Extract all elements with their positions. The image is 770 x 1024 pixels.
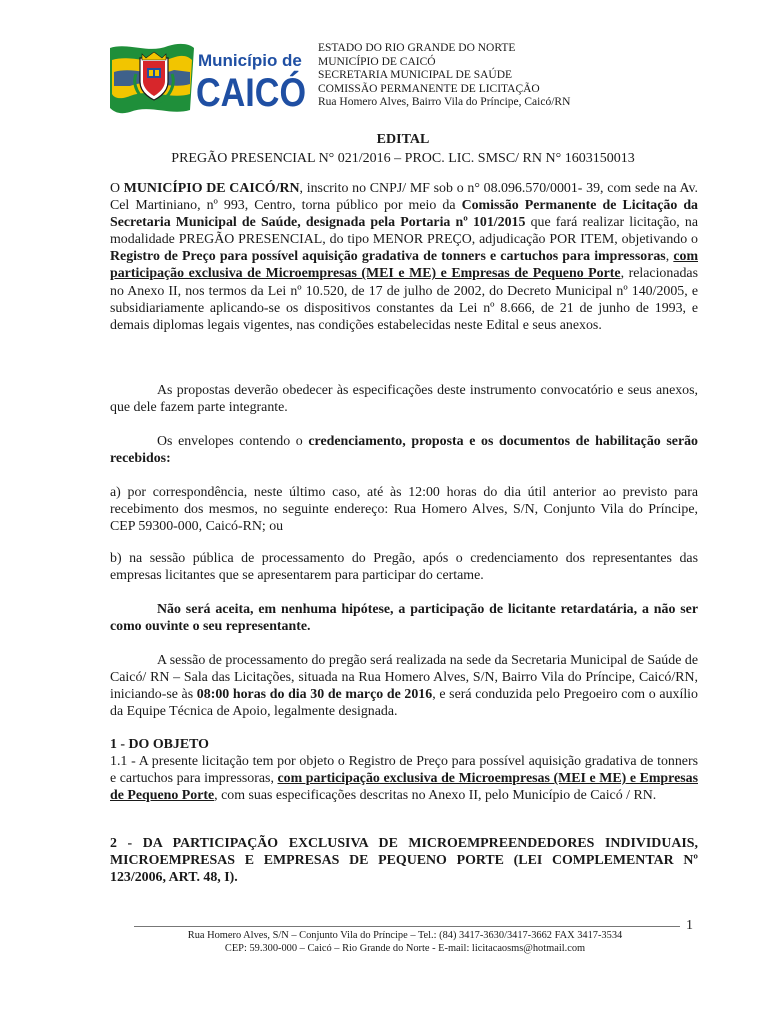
- section-2-title: 2 - DA PARTICIPAÇÃO EXCLUSIVA DE MICROEMPREENDEDORES INDIVIDUAIS, MICROEMPRESAS E EMPRESAS DE PEQUENO PORTE (LEI COMPLEMENTAR Nº 123/2006, ART. 48, I).: [110, 836, 698, 886]
- logo-text-line1: Município de: [198, 51, 302, 70]
- header-secretariat: SECRETARIA MUNICIPAL DE SAÚDE: [318, 69, 513, 82]
- institution-header: [318, 42, 570, 110]
- coat-of-arms: [135, 52, 173, 102]
- header-address: Rua Homero Alves, Bairro Vila do Príncipe, Caicó/RN: [318, 96, 571, 109]
- intro-text: O: [110, 181, 124, 196]
- intro-exclusive-participation: com participação exclusiva de Microempresas (MEI e ME) e Empresas de Pequeno Porte: [110, 249, 699, 282]
- intro-text: , relacionadas no Anexo II, nos termos da Lei nº 10.520, de 17 de julho de 2002, do Decreto Municipal nº 140/2005, e subsidiariamente aplicando-se os dispositivos constantes da Lei nº 8.666, de 21 de junho de 1993, e demais diplomas legais vigentes, nas condições estabelecidas neste Edital e seus anexos.: [110, 266, 699, 333]
- page-number: 1: [686, 918, 693, 933]
- session-text: A sessão de processamento do pregão será realizada na sede da Secretaria Municipal de Saúde de Caicó/ RN – Sala das Licitações, situada na Rua Homero Alves, S/N, Bairro Vila do Príncipe, Caicó/RN, iniciando-se às: [110, 653, 698, 703]
- intro-text: , inscrito no CNPJ/ MF sob o n° 08.096.570/0001- 39, com sede na Av. Cel Martiniano, nº 993, Centro, torna público por meio da: [110, 181, 698, 214]
- session-text: , e será conduzida pelo Pregoeiro com o auxílio da Equipe Técnica de Apoio, legalmente designada.: [110, 687, 698, 720]
- header-commission: COMISSÃO PERMANENTE DE LICITAÇÃO: [318, 82, 540, 95]
- intro-text: ,: [665, 249, 674, 265]
- intro-object-highlight: Registro de Preço para possível aquisição gradativa de tonners e cartuchos para impressoras: [110, 249, 666, 265]
- intro-paragraph: [110, 180, 698, 334]
- intro-commission-name: Comissão Permanente de Licitação da Secretaria Municipal de Saúde, designada pela Portaria nº 101/2015: [110, 198, 698, 231]
- session-datetime: 08:00 horas do dia 30 de março de 2016: [196, 687, 433, 703]
- section-1-exclusive-participation: com participação exclusiva de Microempresas (MEI e ME) e Empresas de Pequeno Porte: [110, 771, 698, 804]
- logo-text-line2: CAICÓ: [196, 71, 325, 115]
- envelopes-paragraph: [110, 433, 698, 467]
- footer-divider: [134, 926, 680, 927]
- envelopes-text: Os envelopes contendo o: [157, 434, 309, 449]
- proposals-paragraph: As propostas deverão obedecer às especificações deste instrumento convocatório e seus anexos, que dele fazem parte integrante.: [110, 383, 698, 416]
- section-1-title: 1 - DO OBJETO: [110, 737, 209, 752]
- delivery-option-b: b) na sessão pública de processamento do Pregão, após o credenciamento dos representantes das empresas licitantes que se apresentarem para participar do certame.: [110, 551, 698, 584]
- delivery-option-a: a) por correspondência, neste último caso, até às 12:00 horas do dia útil anterior ao previsto para recebimento dos mesmos, no seguinte endereço: Rua Homero Alves, S/N, Conjunto Vila do Príncipe, CEP 59300-000, Caicó-RN; ou: [110, 485, 698, 535]
- header-state: ESTADO DO RIO GRANDE DO NORTE: [318, 42, 516, 54]
- intro-municipality-name: MUNICÍPIO DE CAICÓ/RN: [123, 181, 300, 196]
- footer-address: Rua Homero Alves, S/N – Conjunto Vila do Príncipe – Tel.: (84) 3417-3630/3417-3662 FAX 3417-3534: [187, 930, 623, 941]
- envelopes-highlight: credenciamento, proposta e os documentos de habilitação serão recebidos:: [110, 434, 698, 467]
- document-subtitle: PREGÃO PRESENCIAL N° 021/2016 – PROC. LIC. SMSC/ RN N° 1603150013: [171, 151, 635, 166]
- document-title-block: [110, 130, 696, 168]
- footer-contact: CEP: 59.300-000 – Caicó – Rio Grande do Norte - E-mail: licitacaosms@hotmail.com: [224, 943, 586, 954]
- section-1: [110, 736, 698, 804]
- late-bidder-warning: Não será aceita, em nenhuma hipótese, a participação de licitante retardatária, a não ser como ouvinte o seu representante.: [110, 602, 698, 635]
- session-paragraph: [110, 652, 698, 720]
- section-1-text: , com suas especificações descritas no Anexo II, pelo Município de Caicó / RN.: [214, 788, 657, 804]
- municipality-logo: [108, 40, 325, 115]
- section-1-body: [110, 753, 698, 804]
- intro-text: que fará realizar licitação, na modalidade PREGÃO PRESENCIAL, do tipo MENOR PREÇO, adjudicação POR ITEM, objetivando o: [110, 215, 698, 248]
- page-footer: [120, 929, 690, 955]
- section-1-text: 1.1 - A presente licitação tem por objeto o Registro de Preço para possível aquisição gradativa de tonners e cartuchos para impressoras,: [110, 754, 698, 787]
- header-municipality: MUNICÍPIO DE CAICÓ: [318, 55, 436, 68]
- document-title: EDITAL: [376, 132, 430, 147]
